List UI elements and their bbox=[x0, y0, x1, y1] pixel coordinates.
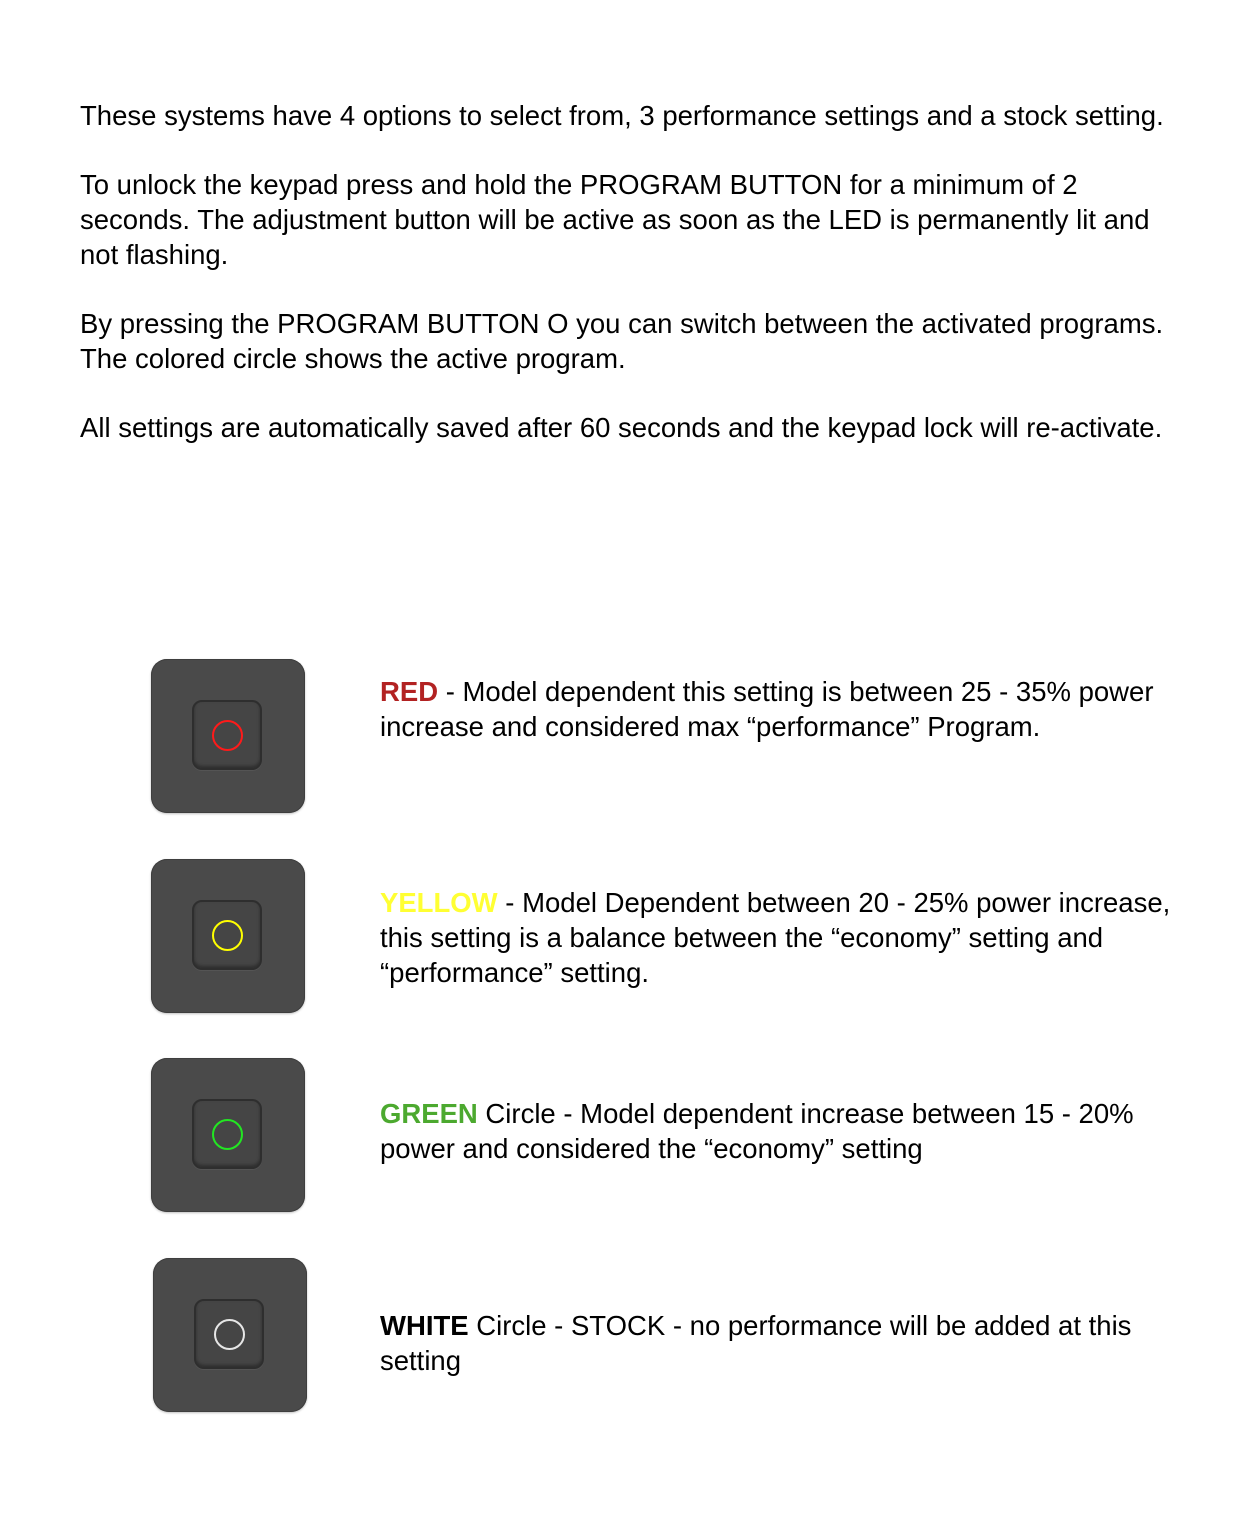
intro-text bbox=[80, 98, 1180, 479]
yellow-led-circle-icon bbox=[212, 920, 243, 951]
intro-paragraph-unlock: To unlock the keypad press and hold the PROGRAM BUTTON for a minimum of 2 seconds. The adjustment button will be active as soon as the LED is permanently lit and not flashing. bbox=[80, 169, 1150, 270]
setting-yellow-text: - Model Dependent between 20 - 25% power increase, this setting is a balance between the “economy” setting and “performance” setting. bbox=[380, 887, 1171, 988]
setting-white-text: Circle - STOCK - no performance will be added at this setting bbox=[380, 1310, 1132, 1376]
program-button-green bbox=[192, 1099, 262, 1169]
setting-green-description bbox=[380, 1096, 1180, 1166]
white-led-circle-icon bbox=[214, 1319, 245, 1350]
setting-green-text: Circle - Model dependent increase between 15 - 20% power and considered the “economy” setting bbox=[380, 1098, 1134, 1164]
keypad-white bbox=[153, 1258, 307, 1412]
color-name-red: RED bbox=[380, 676, 439, 707]
setting-red-text: - Model dependent this setting is between 25 - 35% power increase and considered max “performance” Program. bbox=[380, 676, 1154, 742]
setting-red-description bbox=[380, 674, 1180, 744]
red-led-circle-icon bbox=[212, 720, 243, 751]
program-button-red bbox=[192, 700, 262, 770]
keypad-green bbox=[151, 1058, 305, 1212]
setting-yellow-description bbox=[380, 885, 1180, 990]
intro-paragraph-switch: By pressing the PROGRAM BUTTON O you can switch between the activated programs. The colored circle shows the active program. bbox=[80, 308, 1164, 374]
keypad-red bbox=[151, 659, 305, 813]
color-name-yellow: YELLOW bbox=[380, 887, 498, 918]
color-name-white: WHITE bbox=[380, 1310, 469, 1341]
program-button-yellow bbox=[192, 900, 262, 970]
intro-paragraph-autosave: All settings are automatically saved after 60 seconds and the keypad lock will re-activate. bbox=[80, 412, 1163, 443]
intro-paragraph-options: These systems have 4 options to select from, 3 performance settings and a stock setting. bbox=[80, 100, 1164, 131]
color-name-green: GREEN bbox=[380, 1098, 478, 1129]
setting-white-description bbox=[380, 1308, 1180, 1378]
green-led-circle-icon bbox=[212, 1119, 243, 1150]
keypad-yellow bbox=[151, 859, 305, 1013]
program-button-white bbox=[194, 1299, 264, 1369]
